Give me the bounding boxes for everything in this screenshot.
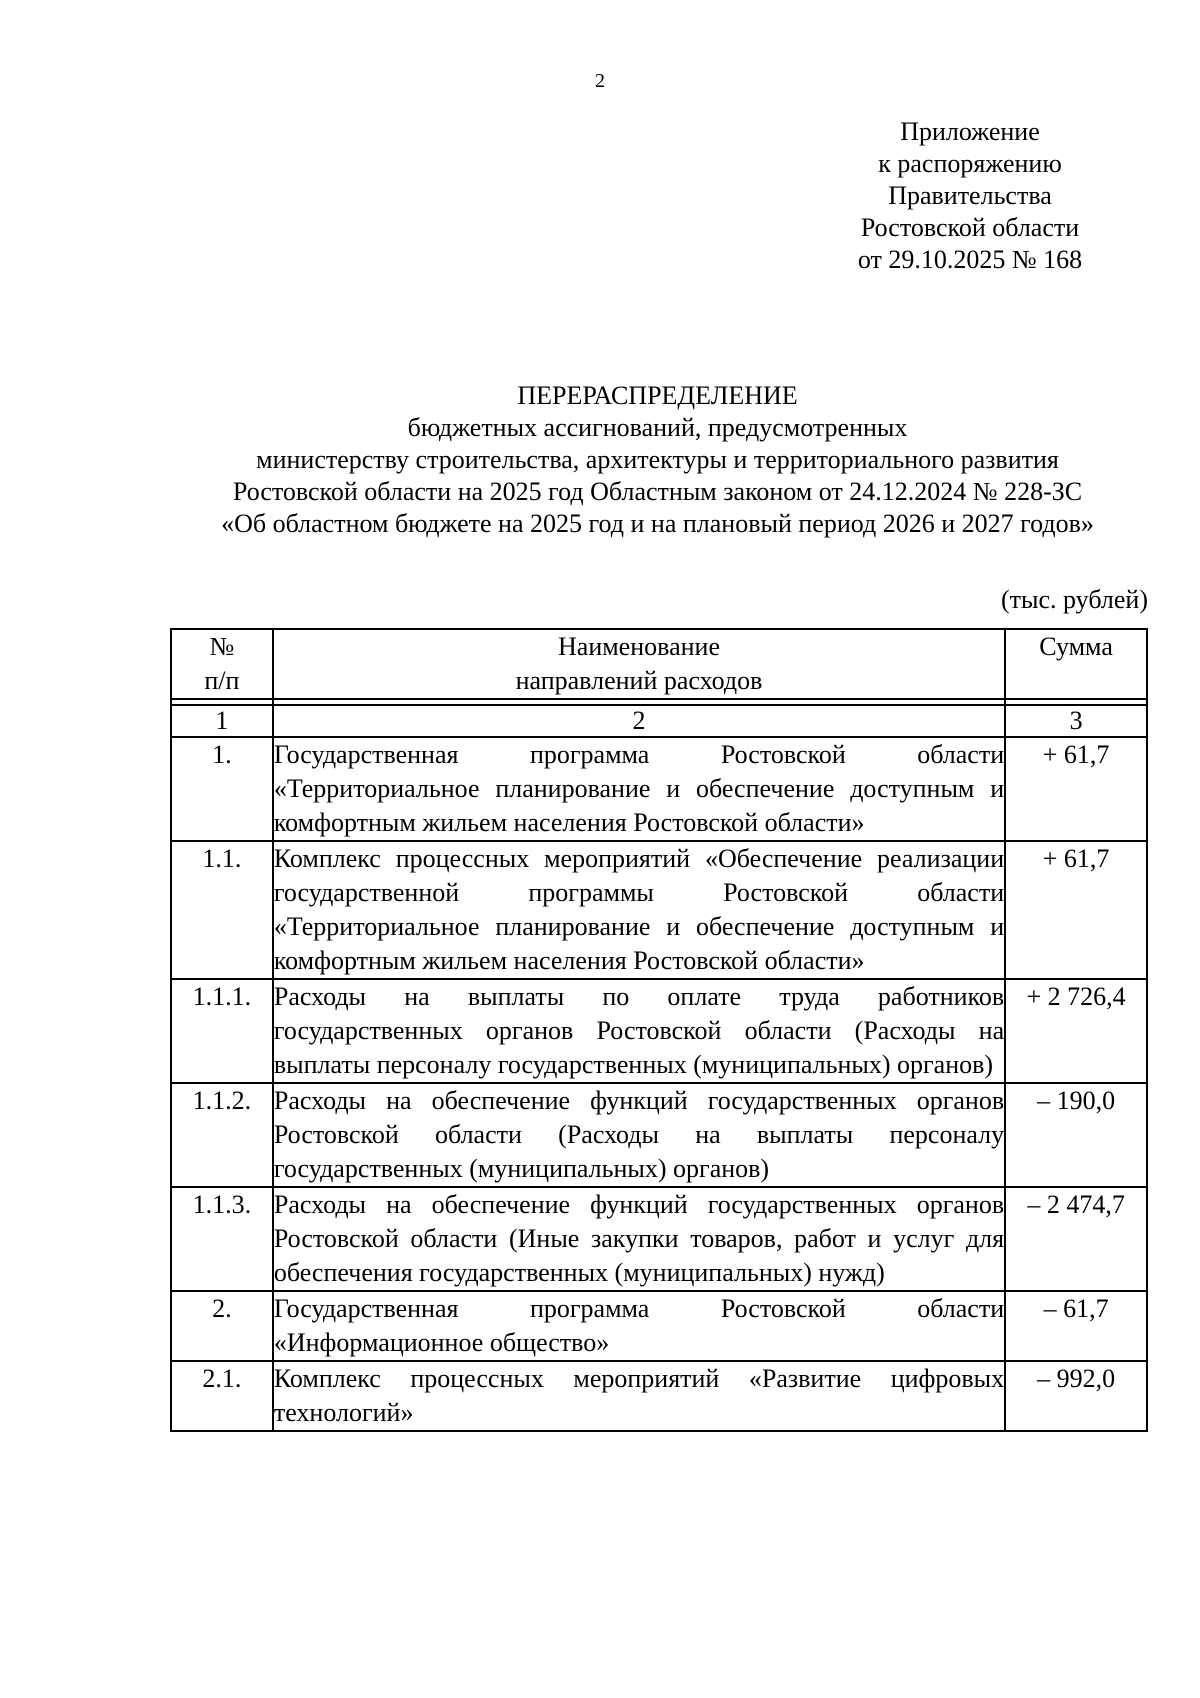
appendix-line: Ростовской области	[860, 213, 1080, 242]
column-number-row	[171, 705, 1147, 737]
row-name: Расходы на выплаты по оплате труда работников государственных органов Ростовской области (Расходы на выплаты персоналу государственных (муниципальных) органов)	[273, 979, 1005, 1083]
row-sum: – 190,0	[1005, 1083, 1147, 1187]
row-sum: – 61,7	[1005, 1291, 1147, 1361]
table-row	[171, 1291, 1147, 1361]
table-header-row	[171, 629, 1147, 699]
table-row	[171, 1187, 1147, 1291]
appendix-line: Приложение	[900, 117, 1040, 146]
row-name: Государственная программа Ростовской области «Территориальное планирование и обеспечение доступным и комфортным жильем населения Ростовской области»	[273, 737, 1005, 841]
row-name: Расходы на обеспечение функций государственных органов Ростовской области (Иные закупки товаров, работ и услуг для обеспечения государственных (муниципальных) нужд)	[273, 1187, 1005, 1291]
row-num: 1.1.2.	[171, 1083, 273, 1187]
appendix-line: от 29.10.2025 № 168	[857, 245, 1083, 274]
column-number: 2	[273, 705, 1005, 737]
units-label: (тыс. рублей)	[1000, 585, 1148, 614]
table-row	[171, 737, 1147, 841]
row-num: 1.1.3.	[171, 1187, 273, 1291]
row-num: 2.1.	[171, 1361, 273, 1431]
title-heading: ПЕРЕРАСПРЕДЕЛЕНИЕ	[517, 381, 798, 410]
page-number: 2	[595, 70, 605, 92]
row-sum: + 61,7	[1005, 841, 1147, 979]
header-name-line: направлений расходов	[515, 666, 763, 695]
row-name: Расходы на обеспечение функций государственных органов Ростовской области (Расходы на выплаты персоналу государственных (муниципальных) органов)	[273, 1083, 1005, 1187]
header-num-line: п/п	[204, 666, 240, 695]
header-sum: Сумма	[1005, 629, 1147, 699]
column-number: 1	[171, 705, 273, 737]
row-num: 2.	[171, 1291, 273, 1361]
document-title	[150, 380, 1165, 540]
row-num: 1.1.1.	[171, 979, 273, 1083]
table-row	[171, 979, 1147, 1083]
appendix-block	[820, 116, 1120, 276]
row-sum: – 2 474,7	[1005, 1187, 1147, 1291]
header-name	[273, 629, 1005, 699]
column-number: 3	[1005, 705, 1147, 737]
budget-table	[170, 628, 1148, 1432]
row-sum: – 992,0	[1005, 1361, 1147, 1431]
title-line: бюджетных ассигнований, предусмотренных	[407, 413, 908, 442]
row-name: Государственная программа Ростовской области «Информационное общество»	[273, 1291, 1005, 1361]
title-line: министерству строительства, архитектуры и территориального развития	[256, 445, 1059, 474]
title-line: Ростовской области на 2025 год Областным законом от 24.12.2024 № 228-ЗС	[232, 477, 1083, 506]
row-name: Комплекс процессных мероприятий «Обеспечение реализации государственной программы Ростовской области «Территориальное планирование и обеспечение доступным и комфортным жильем населения Ростовской области»	[273, 841, 1005, 979]
title-line: «Об областном бюджете на 2025 год и на плановый период 2026 и 2027 годов»	[221, 509, 1094, 538]
header-name-line: Наименование	[558, 632, 720, 661]
appendix-line: Правительства	[888, 181, 1052, 210]
row-num: 1.	[171, 737, 273, 841]
appendix-line: к распоряжению	[878, 149, 1062, 178]
row-name: Комплекс процессных мероприятий «Развитие цифровых технологий»	[273, 1361, 1005, 1431]
table-row	[171, 1083, 1147, 1187]
row-sum: + 61,7	[1005, 737, 1147, 841]
row-num: 1.1.	[171, 841, 273, 979]
table-row	[171, 1361, 1147, 1431]
row-sum: + 2 726,4	[1005, 979, 1147, 1083]
table-row	[171, 841, 1147, 979]
header-num-line: №	[209, 632, 235, 661]
header-num	[171, 629, 273, 699]
